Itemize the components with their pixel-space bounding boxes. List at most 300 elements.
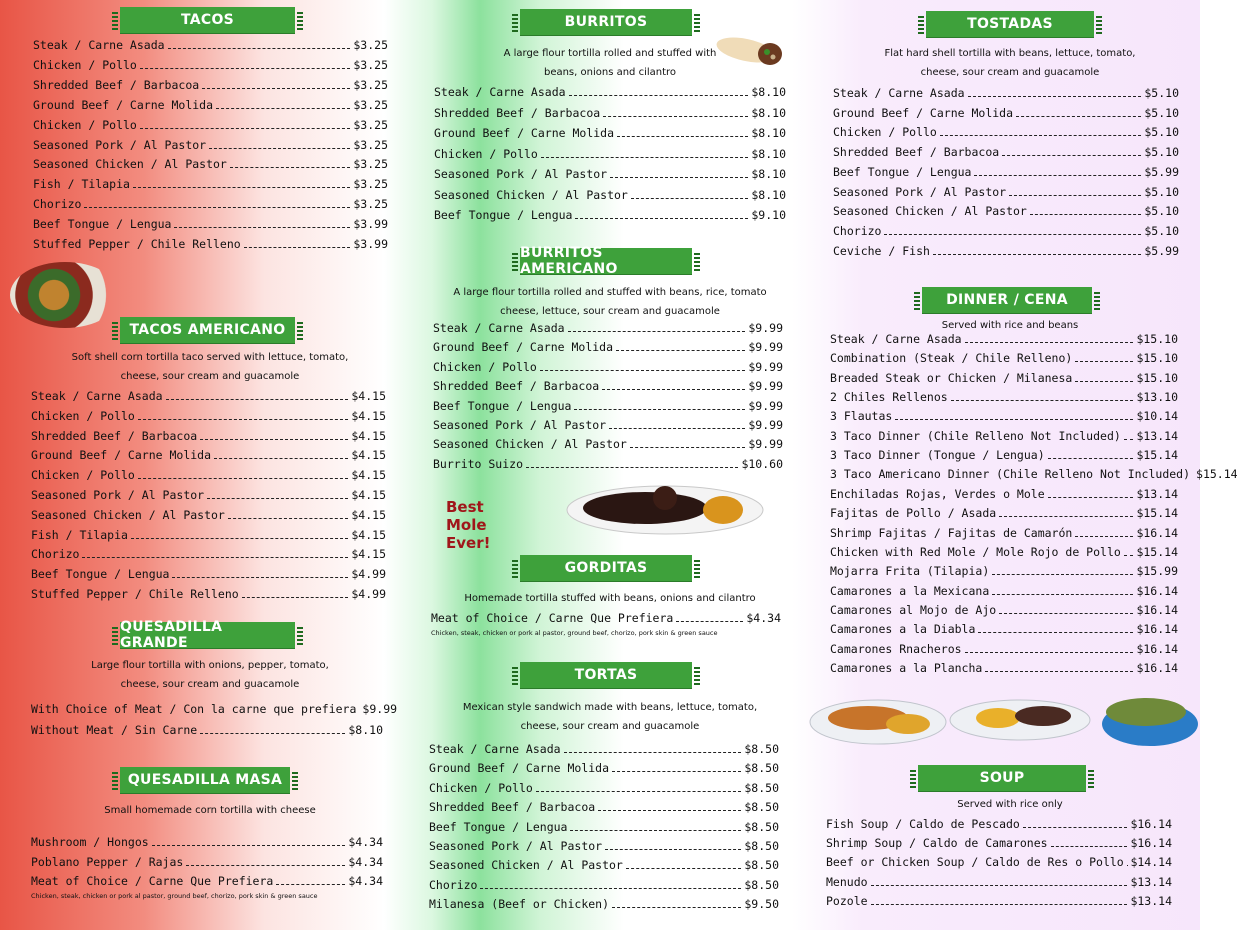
menu-item-name: Seasoned Chicken / Al Pastor	[33, 157, 227, 172]
menu-item-name: Milanesa (Beef or Chicken)	[429, 897, 610, 912]
menu-item	[429, 839, 779, 858]
description-line: Mexican style sandwich made with beans, lettuce, tomato,	[462, 702, 758, 713]
dot-leader	[214, 457, 348, 459]
menu-item-name: Breaded Steak or Chicken / Milanesa	[830, 370, 1073, 385]
menu-item-name: Seasoned Pork / Al Pastor	[833, 184, 1007, 199]
menu-item-name: Mojarra Frita (Tilapia)	[830, 564, 990, 579]
dot-leader	[676, 620, 743, 622]
menu-item-price: $15.99	[1136, 564, 1178, 579]
menu-item	[31, 448, 386, 467]
menu-item	[833, 106, 1179, 125]
menu-item	[429, 800, 779, 819]
menu-item-price: $3.25	[353, 38, 388, 52]
dot-leader	[630, 446, 746, 448]
tostadas-description	[860, 44, 1160, 82]
mole-photo	[565, 480, 765, 536]
menu-item-price: $15.10	[1136, 351, 1178, 366]
dot-leader	[1124, 438, 1134, 440]
dot-leader	[1124, 554, 1134, 556]
menu-item-price: $5.10	[1144, 86, 1179, 100]
menu-item-price: $16.14	[1136, 641, 1178, 656]
menu-item	[830, 661, 1178, 680]
menu-item	[833, 165, 1179, 184]
menu-item	[31, 508, 386, 527]
menu-item-name: Chicken with Red Mole / Mole Rojo de Pollo	[830, 544, 1121, 559]
gorditas-description: Homemade tortilla stuffed with beans, onions and cilantro	[464, 593, 756, 604]
menu-item-price: $8.10	[751, 146, 786, 161]
dot-leader	[612, 906, 741, 908]
menu-item	[31, 723, 383, 742]
menu-item-name: Steak / Carne Asada	[433, 321, 565, 335]
menu-item	[33, 197, 388, 216]
menu-item	[429, 878, 779, 897]
menu-item-price: $4.34	[348, 874, 383, 888]
section-banner-quesadilla-grande: QUESADILLA GRANDE	[120, 622, 295, 648]
dot-leader	[540, 369, 746, 371]
menu-item-price: $16.14	[1130, 817, 1172, 831]
menu-item-name: Chicken / Pollo	[429, 780, 533, 795]
description-line: Soft shell corn tortilla taco served with lettuce, tomato,	[71, 352, 349, 363]
menu-item	[33, 58, 388, 77]
menu-item	[833, 204, 1179, 223]
menu-item-price: $4.15	[351, 448, 386, 463]
menu-item	[33, 217, 388, 236]
menu-item	[434, 147, 786, 166]
menu-item	[31, 468, 386, 487]
menu-item-name: Poblano Pepper / Rajas	[31, 854, 184, 869]
menu-item-name: Stuffed Pepper / Chile Relleno	[31, 587, 239, 601]
dot-leader	[186, 864, 345, 866]
menu-item-name: Fish / Tilapia	[31, 527, 128, 542]
menu-item	[830, 448, 1178, 467]
menu-item	[833, 125, 1179, 144]
dinner-photos	[808, 690, 1200, 752]
dot-leader	[1030, 213, 1142, 215]
menu-item	[830, 564, 1178, 583]
section-banner-gorditas: GORDITAS	[520, 555, 692, 581]
menu-item	[830, 467, 1238, 486]
dot-leader	[974, 174, 1141, 176]
menu-item	[830, 584, 1178, 603]
menu-item	[830, 332, 1178, 351]
dot-leader	[871, 884, 1128, 886]
menu-item-price: $15.14	[1136, 448, 1178, 463]
menu-item-price: $8.10	[348, 722, 383, 737]
dot-leader	[1075, 535, 1133, 537]
menu-item	[434, 208, 786, 227]
menu-item-name: 3 Taco Dinner (Chile Relleno Not Included)	[830, 428, 1121, 443]
menu-item-name: Camarones al Mojo de Ajo	[830, 602, 997, 617]
menu-item-price: $4.34	[746, 611, 781, 625]
dot-leader	[82, 556, 348, 558]
menu-item	[434, 126, 786, 145]
menu-item-name: Ground Beef / Carne Molida	[429, 761, 610, 776]
dot-leader	[1075, 380, 1133, 382]
dot-leader	[131, 537, 348, 539]
section-banner-tacos-americano: TACOS AMERICANO	[120, 317, 295, 343]
menu-item	[31, 409, 386, 428]
dot-leader	[895, 418, 1133, 420]
menu-item	[433, 399, 783, 418]
dot-leader	[1127, 864, 1128, 866]
dot-leader	[216, 107, 350, 109]
menu-item-name: Steak / Carne Asada	[31, 389, 163, 403]
menu-item-name: Pozole	[826, 893, 868, 908]
menu-item-price: $5.10	[1144, 125, 1179, 140]
dot-leader	[526, 466, 738, 468]
menu-item-price: $8.50	[744, 819, 779, 834]
menu-item-price: $3.25	[353, 137, 388, 152]
menu-item-price: $8.50	[744, 800, 779, 815]
section-banner-burritos-americano: BURRITOS AMERICANO	[520, 248, 692, 274]
menu-item-price: $8.10	[751, 126, 786, 140]
menu-item-name: Chorizo	[33, 197, 82, 212]
menu-item-name: Stuffed Pepper / Chile Relleno	[33, 237, 241, 251]
menu-item-price: $9.99	[362, 702, 398, 716]
dot-leader	[172, 576, 348, 578]
dot-leader	[871, 903, 1128, 905]
menu-item	[31, 855, 383, 874]
dot-leader	[965, 341, 1134, 343]
menu-item-name: Steak / Carne Asada	[830, 332, 962, 346]
menu-item	[830, 351, 1178, 370]
dot-leader	[575, 217, 748, 219]
menu-item-name: Steak / Carne Asada	[833, 86, 965, 100]
dot-leader	[933, 253, 1141, 255]
menu-item	[826, 855, 1172, 874]
menu-item	[434, 167, 786, 186]
menu-item-name: Chorizo	[429, 877, 478, 892]
menu-item-name: Fish Soup / Caldo de Pescado	[826, 817, 1020, 831]
menu-item-name: Ceviche / Fish	[833, 243, 930, 258]
dot-leader	[166, 398, 349, 400]
description-line: cheese, sour cream and guacamole	[920, 67, 1100, 78]
menu-item-price: $4.15	[351, 507, 386, 522]
dot-leader	[992, 573, 1133, 575]
dot-leader	[138, 477, 349, 479]
description-line: cheese, lettuce, sour cream and guacamole	[500, 306, 720, 317]
menu-item-price: $5.99	[1144, 243, 1179, 258]
dot-leader	[1002, 154, 1141, 156]
dot-leader	[207, 497, 348, 499]
menu-item	[830, 429, 1178, 448]
menu-item-name: Combination (Steak / Chile Relleno)	[830, 351, 1073, 366]
menu-item	[33, 237, 388, 256]
menu-item-name: Chorizo	[833, 223, 882, 238]
menu-item	[830, 506, 1178, 525]
menu-item	[31, 528, 386, 547]
menu-item	[31, 835, 383, 854]
menu-item	[830, 526, 1178, 545]
menu-item-name: Chicken / Pollo	[433, 359, 537, 374]
menu-item-price: $14.14	[1130, 855, 1172, 870]
menu-item-price: $15.14	[1196, 467, 1238, 482]
menu-item-price: $9.50	[744, 897, 779, 912]
dot-leader	[202, 87, 350, 89]
menu-item-price: $8.50	[744, 877, 779, 892]
menu-item-name: Seasoned Pork / Al Pastor	[33, 137, 207, 152]
menu-item-price: $5.10	[1144, 184, 1179, 199]
dot-leader	[884, 233, 1141, 235]
dot-leader	[602, 388, 745, 390]
dot-leader	[568, 330, 746, 332]
menu-item-name: Ground Beef / Carne Molida	[433, 340, 614, 355]
section-banner-tortas: TORTAS	[520, 662, 692, 688]
dot-leader	[133, 186, 350, 188]
menu-item-price: $9.10	[751, 208, 786, 222]
dot-leader	[168, 47, 351, 49]
menu-item-price: $4.15	[351, 389, 386, 403]
menu-item-name: Shredded Beef / Barbacoa	[434, 105, 601, 120]
menu-item-price: $8.10	[751, 167, 786, 181]
menu-item-price: $5.10	[1144, 105, 1179, 120]
menu-item-price: $10.14	[1136, 409, 1178, 424]
menu-item-name: 3 Taco Dinner (Tongue / Lengua)	[830, 448, 1045, 463]
dot-leader	[1048, 496, 1134, 498]
dot-leader	[480, 887, 741, 889]
dot-leader	[999, 612, 1133, 614]
dot-leader	[200, 732, 345, 734]
menu-item	[833, 224, 1179, 243]
menu-item	[429, 858, 779, 877]
dot-leader	[570, 829, 741, 831]
menu-item-price: $3.25	[353, 197, 388, 212]
section-banner-tacos: TACOS	[120, 7, 295, 33]
description-line: Flat hard shell tortilla with beans, lettuce, tomato,	[884, 48, 1136, 59]
dot-leader	[978, 631, 1133, 633]
menu-item	[830, 371, 1178, 390]
dot-leader	[609, 427, 745, 429]
menu-item-price: $4.99	[351, 567, 386, 582]
section-banner-tostadas: TOSTADAS	[926, 11, 1094, 37]
dot-leader	[242, 596, 349, 598]
description-line: cheese, sour cream and guacamole	[120, 371, 300, 382]
menu-item-price: $15.10	[1136, 370, 1178, 385]
menu-item-price: $4.15	[351, 428, 386, 443]
menu-item	[833, 185, 1179, 204]
menu-item	[833, 145, 1179, 164]
dot-leader	[228, 517, 349, 519]
description-line: cheese, sour cream and guacamole	[120, 679, 300, 690]
menu-item-price: $5.10	[1144, 204, 1179, 219]
soup-description: Served with rice only	[957, 799, 1063, 810]
menu-item-name: Ground Beef / Carne Molida	[833, 105, 1014, 120]
menu-item	[429, 781, 779, 800]
menu-item	[33, 98, 388, 117]
dot-leader	[992, 593, 1133, 595]
dot-leader	[276, 883, 345, 885]
menu-item	[429, 742, 779, 761]
dot-leader	[626, 867, 742, 869]
menu-item-name: Ground Beef / Carne Molida	[31, 448, 212, 463]
menu-item-price: $3.99	[353, 217, 388, 232]
menu-item	[33, 157, 388, 176]
menu-item	[830, 603, 1178, 622]
menu-item-price: $4.15	[351, 408, 386, 423]
quesadilla-grande-description	[40, 656, 380, 694]
dot-leader	[200, 438, 348, 440]
menu-item-name: Shredded Beef / Barbacoa	[433, 379, 600, 394]
dot-leader	[598, 809, 741, 811]
description-line: A large flour tortilla rolled and stuffed with	[503, 48, 717, 59]
menu-item-price: $5.99	[1144, 164, 1179, 179]
gorditas-note: Chicken, steak, chicken or pork al pastor, ground beef, chorizo, pork skin & green sauce	[431, 629, 718, 637]
quesadilla-masa-note: Chicken, steak, chicken or pork al pastor, ground beef, chorizo, pork skin & green sauce	[31, 892, 318, 900]
dot-leader	[603, 115, 748, 117]
menu-item-name: 3 Flautas	[830, 409, 893, 424]
dot-leader	[1009, 194, 1141, 196]
menu-item-price: $3.25	[353, 97, 388, 112]
dot-leader	[612, 770, 741, 772]
dot-leader	[940, 134, 1142, 136]
section-banner-soup: SOUP	[918, 765, 1086, 791]
dot-leader	[564, 751, 742, 753]
menu-item	[433, 360, 783, 379]
tacos-photo	[10, 262, 120, 328]
menu-item-name: Meat of Choice / Carne Que Prefiera	[31, 874, 274, 888]
dot-leader	[569, 94, 749, 96]
menu-item	[31, 567, 386, 586]
menu-item	[433, 321, 783, 340]
menu-item-price: $8.10	[751, 187, 786, 202]
menu-item-price: $4.15	[351, 527, 386, 542]
menu-item-price: $8.50	[744, 780, 779, 795]
dot-leader	[84, 206, 350, 208]
dot-leader	[209, 147, 350, 149]
menu-item-price: $3.25	[353, 77, 388, 92]
menu-item	[830, 622, 1178, 641]
menu-item-name: Shredded Beef / Barbacoa	[429, 800, 596, 815]
menu-item-price: $16.14	[1136, 602, 1178, 617]
menu-item-price: $16.14	[1136, 525, 1178, 540]
menu-item-name: Seasoned Chicken / Al Pastor	[833, 204, 1027, 219]
menu-item-price: $8.50	[744, 742, 779, 756]
menu-item	[433, 418, 783, 437]
dot-leader	[1048, 457, 1134, 459]
menu-item	[31, 429, 386, 448]
menu-item	[433, 379, 783, 398]
menu-item-name: 2 Chiles Rellenos	[830, 390, 948, 405]
menu-item-price: $4.99	[351, 587, 386, 601]
menu-item-price: $16.14	[1130, 836, 1172, 851]
dot-leader	[140, 67, 351, 69]
dot-leader	[999, 515, 1133, 517]
description-line: beans, onions and cilantro	[543, 67, 677, 78]
menu-item-name: Camarones a la Diabla	[830, 622, 976, 637]
menu-item-name: Seasoned Chicken / Al Pastor	[429, 858, 623, 873]
menu-item-price: $16.14	[1136, 622, 1178, 637]
menu-item-name: Meat of Choice / Carne Que Prefiera	[431, 611, 674, 625]
menu-item-name: Chicken / Pollo	[434, 146, 538, 161]
menu-item-name: Chicken / Pollo	[833, 125, 937, 140]
menu-item-name: Steak / Carne Asada	[33, 38, 165, 52]
menu-item-price: $8.10	[751, 105, 786, 120]
menu-item-price: $9.99	[748, 379, 783, 394]
menu-item-price: $3.25	[353, 157, 388, 172]
menu-item-name: Menudo	[826, 874, 868, 889]
menu-item	[433, 340, 783, 359]
section-banner-dinner: DINNER / CENA	[922, 287, 1092, 313]
dot-leader	[1016, 115, 1141, 117]
dot-leader	[1051, 845, 1128, 847]
menu-item-name: Beef or Chicken Soup / Caldo de Res o Pollo	[826, 855, 1124, 870]
menu-item-name: Fish / Tilapia	[33, 177, 130, 192]
menu-item	[826, 817, 1172, 836]
menu-item-name: 3 Taco Americano Dinner (Chile Relleno Not Included)	[830, 467, 1191, 482]
tortas-description	[440, 698, 780, 736]
dot-leader	[152, 844, 346, 846]
menu-item-name: With Choice of Meat / Con la carne que prefiera	[31, 702, 357, 716]
menu-item-name: Seasoned Pork / Al Pastor	[31, 488, 205, 502]
menu-item-price: $13.14	[1136, 486, 1178, 501]
menu-item	[833, 86, 1179, 105]
menu-item-name: Mushroom / Hongos	[31, 835, 149, 849]
menu-item	[434, 106, 786, 125]
dot-leader	[617, 135, 748, 137]
menu-item-price: $8.50	[744, 858, 779, 873]
menu-item	[826, 836, 1172, 855]
description-line: Large flour tortilla with onions, pepper, tomato,	[91, 660, 329, 671]
menu-item	[33, 177, 388, 196]
menu-item-price: $9.99	[748, 321, 783, 335]
menu-item-price: $13.10	[1136, 390, 1178, 405]
menu-item-price: $15.14	[1136, 506, 1178, 521]
dot-leader	[574, 408, 745, 410]
menu-item-name: Burrito Suizo	[433, 456, 524, 471]
menu-item-name: Camarones a la Mexicana	[830, 583, 990, 598]
menu-item	[826, 894, 1172, 913]
menu-item-price: $3.25	[353, 117, 388, 132]
menu-item-name: Fajitas de Pollo / Asada	[830, 506, 997, 521]
menu-item-name: Beef Tongue / Lengua	[33, 217, 172, 232]
menu-item-name: Camarones a la Plancha	[830, 660, 983, 675]
menu-item	[433, 457, 783, 476]
menu-item-price: $3.25	[353, 177, 388, 192]
dot-leader	[536, 790, 742, 792]
dot-leader	[985, 670, 1133, 672]
menu-item-name: Steak / Carne Asada	[434, 85, 566, 99]
dot-leader	[605, 848, 741, 850]
menu-item	[431, 611, 781, 630]
menu-item-name: Beef Tongue / Lengua	[31, 567, 170, 582]
dot-leader	[541, 156, 749, 158]
menu-item-price: $9.99	[748, 340, 783, 355]
menu-item-price: $8.10	[751, 85, 786, 99]
burritos-description	[480, 44, 740, 82]
menu-item	[434, 188, 786, 207]
menu-item	[33, 78, 388, 97]
menu-item-price: $4.34	[348, 854, 383, 869]
menu-item	[33, 118, 388, 137]
menu-item-name: Chicken / Pollo	[31, 468, 135, 483]
menu-item-name: Chicken / Pollo	[33, 117, 137, 132]
menu-item	[33, 38, 388, 57]
menu-item-price: $15.10	[1136, 332, 1178, 346]
menu-item-price: $4.15	[351, 488, 386, 502]
menu-item-price: $16.14	[1136, 660, 1178, 675]
menu-item	[429, 897, 779, 916]
section-banner-burritos: BURRITOS	[520, 9, 692, 35]
menu-item-name: Steak / Carne Asada	[429, 742, 561, 756]
quesadilla-masa-description: Small homemade corn tortilla with cheese	[104, 805, 316, 816]
menu-item-name: Beef Tongue / Lengua	[434, 208, 573, 222]
menu-item-price: $16.14	[1136, 583, 1178, 598]
menu-item-price: $10.60	[741, 456, 783, 471]
description-line: cheese, sour cream and guacamole	[520, 721, 700, 732]
menu-item	[429, 820, 779, 839]
menu-item-price: $9.99	[748, 418, 783, 432]
dot-leader	[1023, 826, 1128, 828]
